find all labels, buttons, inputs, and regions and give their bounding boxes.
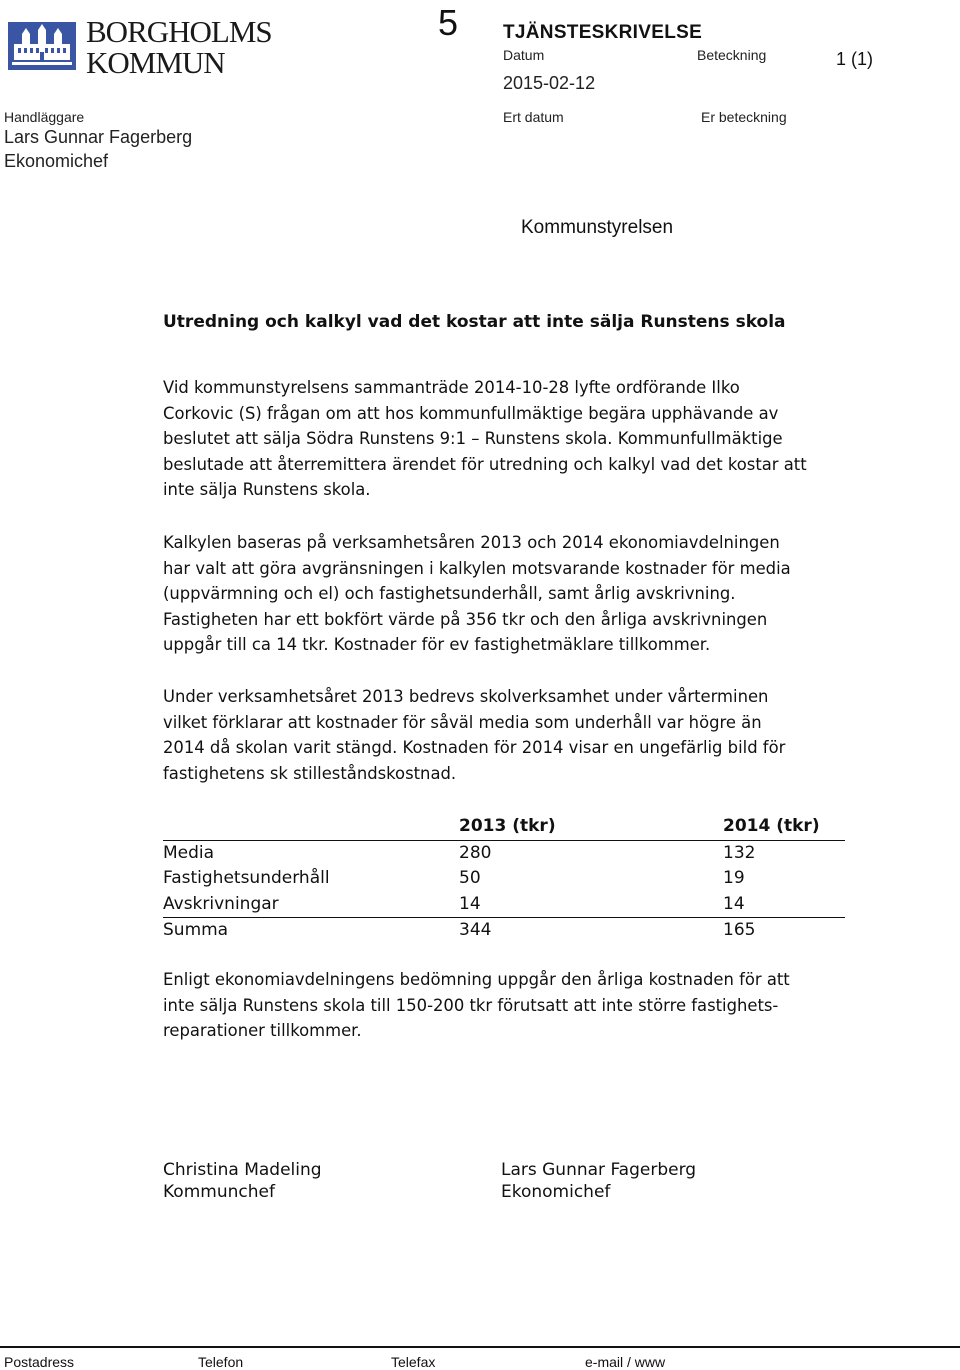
page-number: 1 (1) (836, 49, 874, 69)
table-header-cell: 2013 (tkr) (459, 814, 723, 840)
logo-line-2: KOMMUN (86, 45, 225, 80)
text-line: vilket förklarar att kostnader för såväl media som underhåll var högre än (163, 712, 762, 732)
document-type: TJÄNSTESKRIVELSE (503, 22, 703, 43)
table-total-row (163, 918, 845, 944)
paragraph-3 (163, 684, 903, 786)
paragraph-2 (163, 530, 903, 658)
text-line: Kalkylen baseras på verksamhetsåren 2013 och 2014 ekonomiavdelningen (163, 533, 780, 552)
signature-title: Ekonomichef (501, 1182, 611, 1202)
footer-postadress: Postadress (4, 1354, 75, 1370)
text-line: Fastigheten har ett bokfört värde på 356 tkr och den årliga avskrivningen (163, 609, 768, 629)
table-cell: 14 (459, 892, 723, 918)
text-line: uppgår till ca 14 tkr. Kostnader för ev fastighetmäklare tillkommer. (163, 635, 711, 655)
text-line: Corkovic (S) frågan om att hos kommunfullmäktige begära upphävande av (163, 403, 779, 423)
table-cell: Summa (163, 920, 229, 940)
cost-table (163, 814, 845, 944)
table-cell: 280 (459, 842, 492, 863)
table-cell: 19 (723, 868, 745, 888)
text-line: fastighetens sk stilleståndskostnad. (163, 763, 457, 783)
table-row (163, 892, 845, 918)
table-row (163, 840, 845, 866)
text-line: beslutade att återremittera ärendet för utredning och kalkyl vad det kostar att (163, 454, 807, 474)
text-line: reparationer tillkommer. (163, 1021, 362, 1041)
footer-divider (0, 1346, 960, 1348)
municipality-logo-text (86, 16, 272, 78)
signature-name: Lars Gunnar Fagerberg (501, 1160, 697, 1180)
text-line: har valt att göra avgränsningen i kalkylen motsvarande kostnader för media (163, 558, 791, 578)
paragraph-1 (163, 375, 903, 503)
datum-value: 2015-02-12 (503, 73, 596, 93)
table-cell: 132 (723, 842, 756, 863)
recipient: Kommunstyrelsen (521, 217, 674, 238)
ert-datum-label: Ert datum (503, 109, 564, 125)
table-header-cell: 2014 (tkr) (723, 814, 845, 840)
signature-title: Kommunchef (163, 1182, 275, 1202)
handlaggare-label: Handläggare (4, 109, 85, 125)
footer-telefon: Telefon (198, 1354, 244, 1370)
text-line: inte sälja Runstens skola till 150-200 tkr förutsatt att inte större fastighets- (163, 995, 779, 1015)
text-line: inte sälja Runstens skola. (163, 480, 371, 500)
table-cell: 50 (459, 868, 481, 888)
municipality-crest-icon (8, 22, 76, 70)
table-cell: 344 (459, 920, 492, 940)
text-line: Enligt ekonomiavdelningens bedömning uppgår den årliga kostnaden för att (163, 970, 790, 989)
paragraph-4 (163, 967, 903, 1044)
signature-block-1 (163, 1159, 322, 1203)
signature-name: Christina Madeling (163, 1160, 322, 1180)
footer-email: e-mail / www (585, 1354, 666, 1370)
beteckning-label: Beteckning (697, 47, 767, 63)
text-line: (uppvärmning och el) och fastighetsunderhåll, samt årlig avskrivning. (163, 584, 736, 604)
text-line: beslutet att sälja Södra Runstens 9:1 – Runstens skola. Kommunfullmäktige (163, 429, 783, 449)
handlaggare-title: Ekonomichef (4, 151, 109, 171)
logo-line-1: BORGHOLMS (86, 14, 272, 49)
table-cell: 14 (723, 892, 845, 918)
handlaggare-name: Lars Gunnar Fagerberg (4, 127, 193, 147)
document-number: 5 (438, 2, 459, 43)
signature-block-2 (501, 1159, 696, 1203)
footer-telefax: Telefax (391, 1354, 436, 1370)
table-header-row (163, 814, 845, 840)
table-cell: Avskrivningar (163, 892, 459, 918)
table-cell: 165 (723, 920, 756, 940)
table-header-cell (163, 814, 459, 840)
text-line: Under verksamhetsåret 2013 bedrevs skolverksamhet under vårterminen (163, 687, 769, 706)
table-cell: Media (163, 842, 215, 863)
document-title: Utredning och kalkyl vad det kostar att inte sälja Runstens skola (163, 312, 786, 332)
er-beteckning-label: Er beteckning (701, 109, 787, 125)
datum-label: Datum (503, 47, 545, 63)
table-cell: Fastighetsunderhåll (163, 868, 330, 888)
text-line: 2014 då skolan varit stängd. Kostnaden för 2014 visar en ungefärlig bild för (163, 738, 786, 758)
text-line: Vid kommunstyrelsens sammanträde 2014-10-28 lyfte ordförande Ilko (163, 378, 740, 397)
table-row (163, 866, 845, 892)
